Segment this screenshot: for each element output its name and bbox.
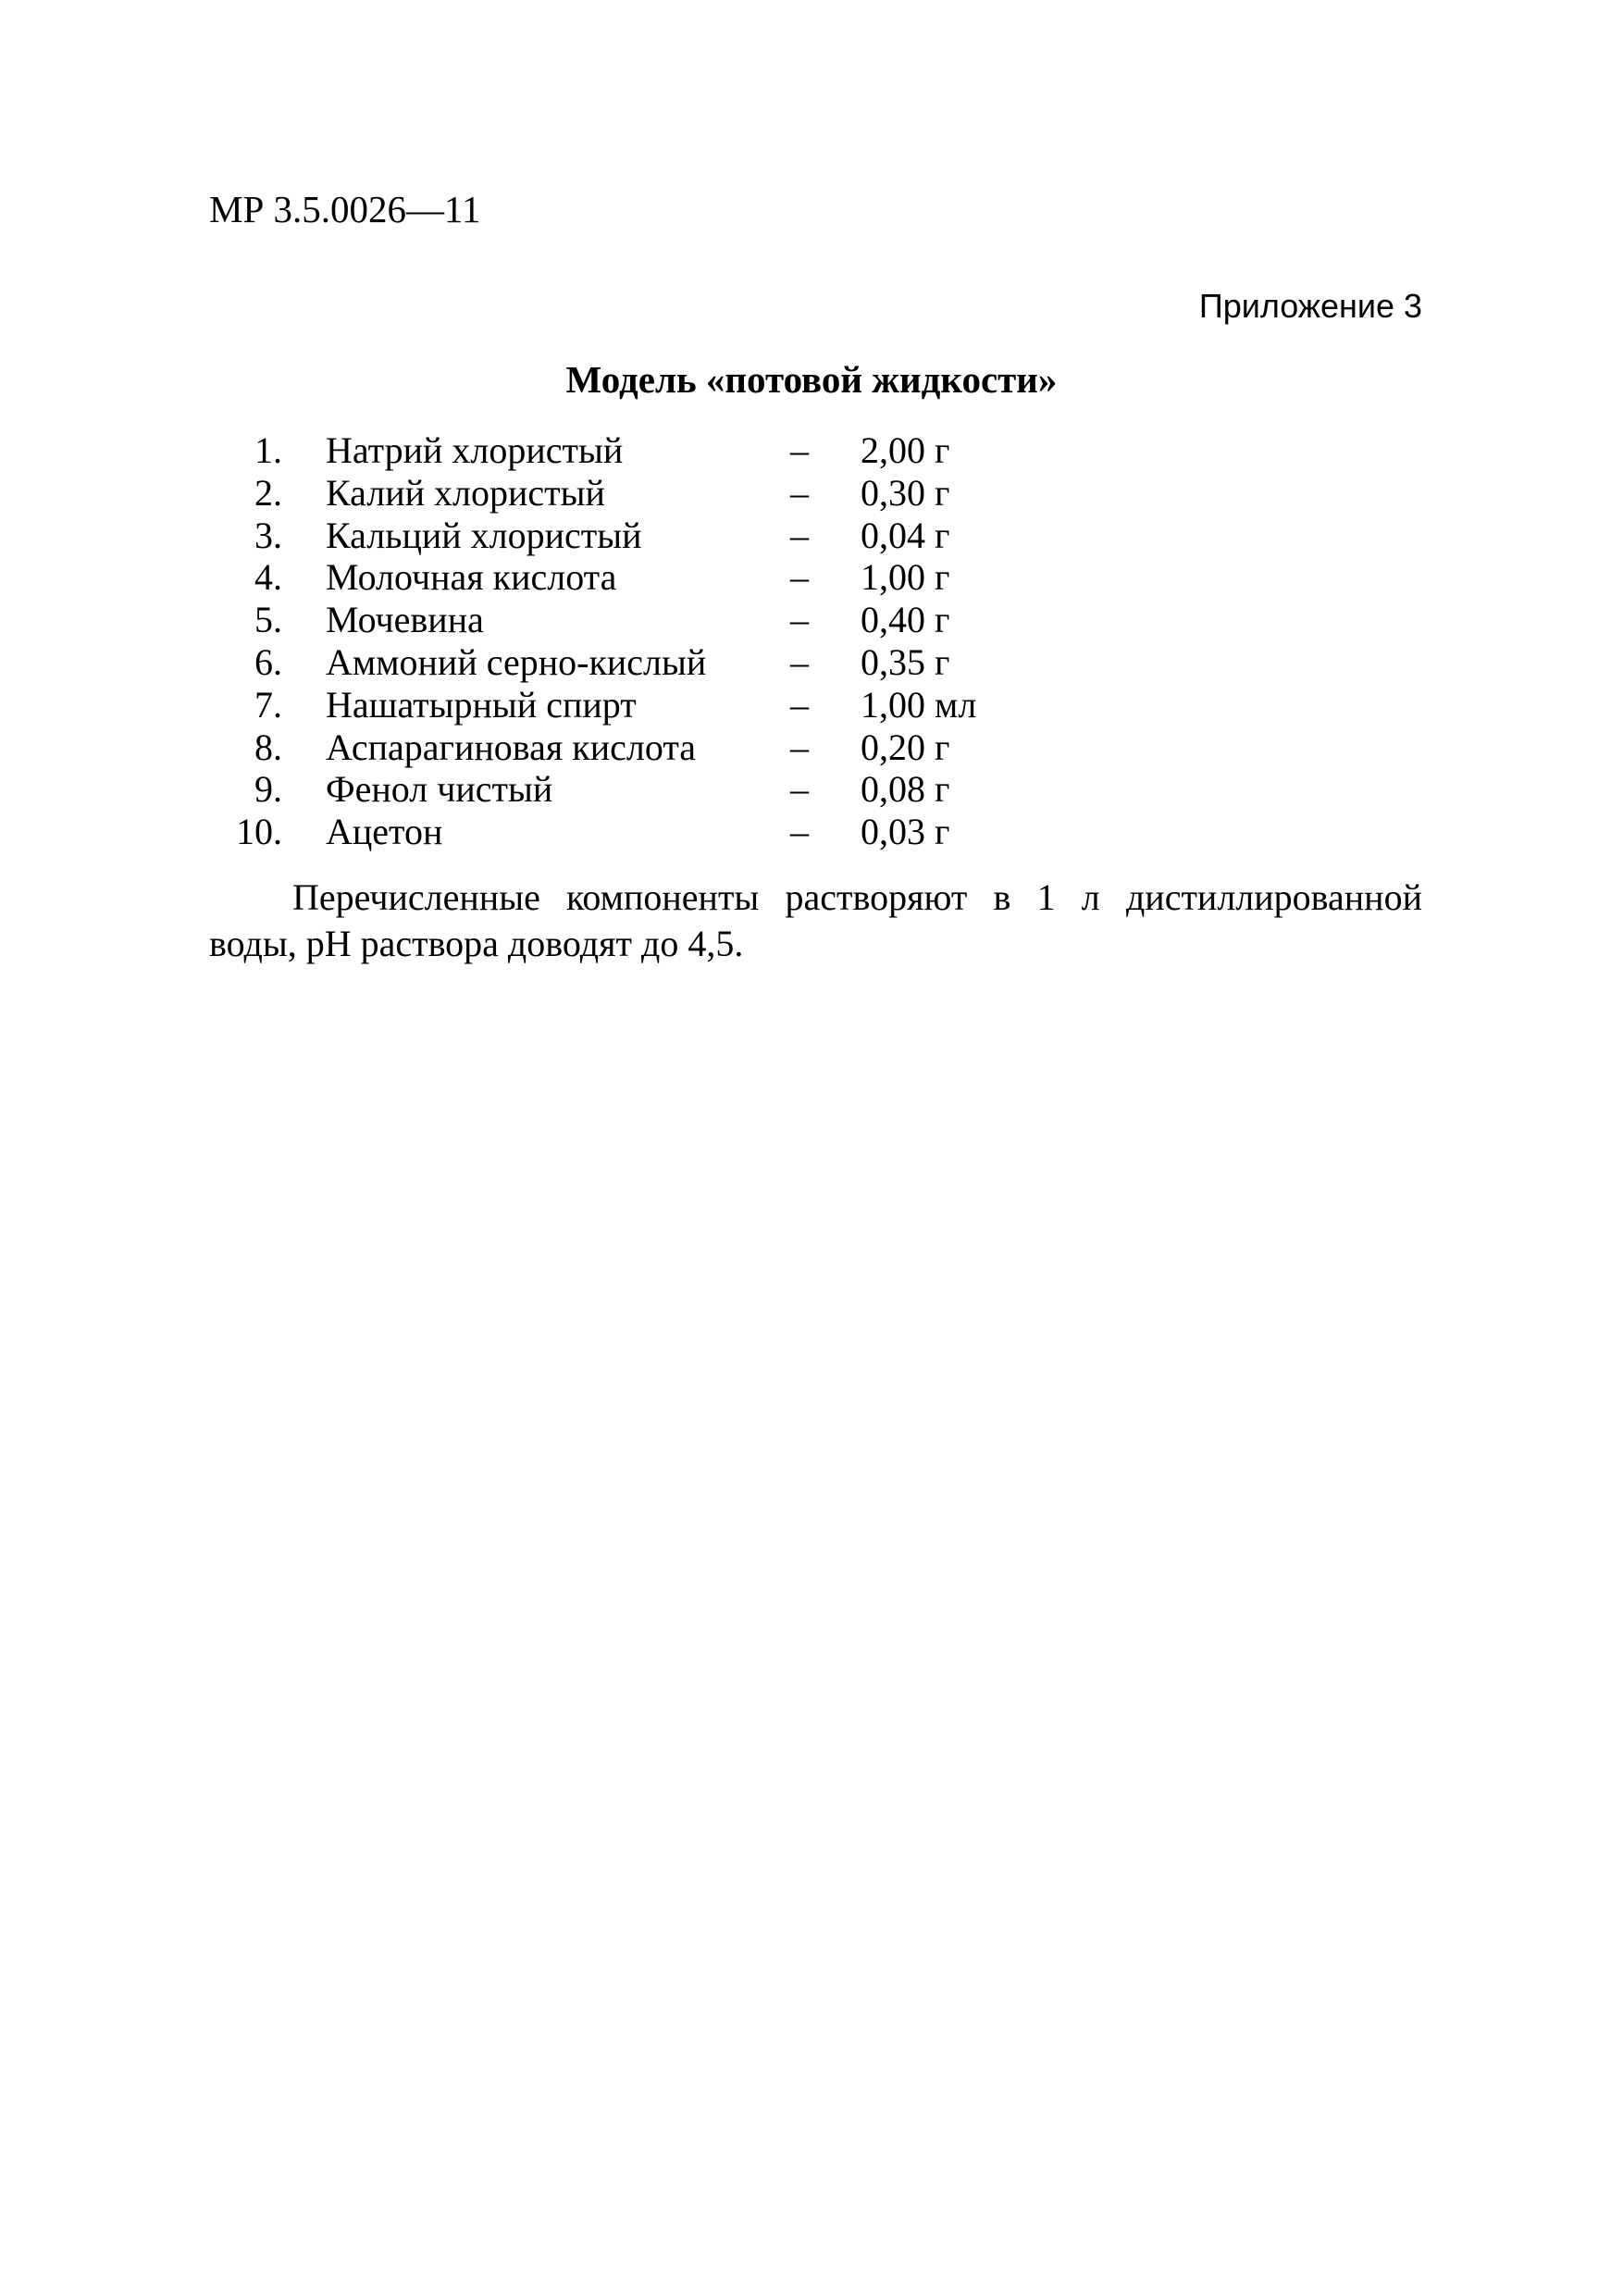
item-number: 7. [254, 683, 282, 726]
item-amount: 1,00 г [861, 556, 950, 599]
item-name: Калий хлористый [326, 471, 605, 514]
list-item [0, 515, 1623, 557]
item-dash: – [790, 599, 809, 641]
item-dash: – [790, 429, 809, 471]
item-name: Нашатырный спирт [326, 683, 637, 726]
page-title: Модель «потовой жидкости» [565, 358, 1058, 401]
item-dash: – [790, 726, 809, 768]
item-number: 5. [254, 599, 282, 641]
list-item [0, 429, 1623, 472]
components-list [0, 429, 1623, 853]
item-amount: 0,08 г [861, 768, 950, 811]
list-item [0, 811, 1623, 853]
document-code: МР 3.5.0026—11 [209, 188, 481, 230]
item-name: Ацетон [326, 811, 443, 853]
list-item [0, 768, 1623, 811]
description-paragraph [209, 875, 1422, 967]
item-name: Фенол чистый [326, 768, 553, 811]
item-amount: 0,04 г [861, 514, 950, 556]
item-dash: – [790, 556, 809, 599]
item-dash: – [790, 811, 809, 853]
paragraph-line: воды, pH раствора доводят до 4,5. [209, 923, 744, 964]
item-amount: 0,30 г [861, 471, 950, 514]
item-amount: 2,00 г [861, 429, 950, 471]
list-item [0, 641, 1623, 684]
item-number: 2. [254, 471, 282, 514]
item-number: 6. [254, 640, 282, 683]
list-item [0, 726, 1623, 769]
item-name: Натрий хлористый [326, 429, 624, 471]
item-dash: – [790, 640, 809, 683]
list-item [0, 599, 1623, 641]
item-number: 1. [254, 429, 282, 471]
item-name: Мочевина [326, 599, 484, 641]
item-name: Кальций хлористый [326, 514, 642, 556]
item-number: 9. [254, 768, 282, 811]
item-number: 10. [236, 811, 282, 853]
item-name: Молочная кислота [326, 556, 617, 599]
item-dash: – [790, 471, 809, 514]
list-item [0, 556, 1623, 599]
paragraph-line: Перечисленные компоненты растворяют в 1 л дистиллированной [292, 876, 1422, 918]
item-name: Аспарагиновая кислота [326, 726, 697, 768]
item-amount: 1,00 мл [861, 683, 977, 726]
item-number: 3. [254, 514, 282, 556]
item-amount: 0,20 г [861, 726, 950, 768]
list-item [0, 472, 1623, 515]
item-number: 4. [254, 556, 282, 599]
item-dash: – [790, 683, 809, 726]
appendix-label: Приложение 3 [1198, 287, 1422, 325]
item-dash: – [790, 768, 809, 811]
item-amount: 0,03 г [861, 811, 950, 853]
item-amount: 0,40 г [861, 599, 950, 641]
list-item [0, 684, 1623, 726]
item-amount: 0,35 г [861, 640, 950, 683]
item-name: Аммоний серно-кислый [326, 640, 707, 683]
item-dash: – [790, 514, 809, 556]
item-number: 8. [254, 726, 282, 768]
